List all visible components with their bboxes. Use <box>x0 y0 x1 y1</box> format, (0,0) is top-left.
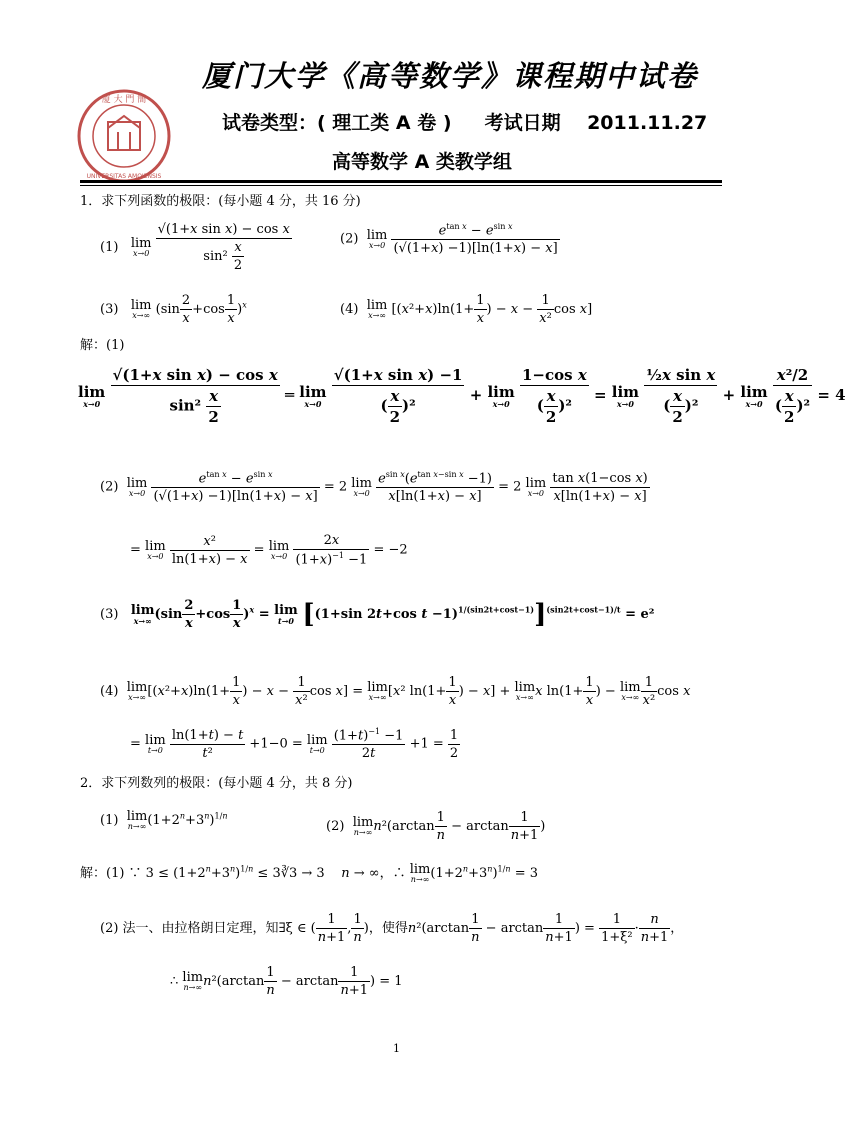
q2-p1-label: (1) <box>100 813 119 828</box>
university-seal <box>74 88 174 184</box>
header-rule <box>80 180 722 183</box>
svg-text:UNIVERSITAS AMOIENSIS: UNIVERSITAS AMOIENSIS <box>86 173 162 180</box>
sol1-result-2: −2 <box>388 542 408 558</box>
sol1-step-4b: = lim t→0 $\frac{\ln(1+t) - t}{\text{t²}}$ +1−0 = lim t→0 $\frac{(1+t)^{-1} -1}{2t}$ +1 = $\frac{1}{2}$ <box>130 727 459 762</box>
q2-heading: 2．求下列数列的极限：(每小题 4 分，共 8 分) <box>80 776 353 791</box>
sol1-result-3: e² <box>640 607 655 622</box>
q1-p1-label: (1) <box>100 240 119 255</box>
q2-problem-2: (2) lim n→∞ n²(arctan $\frac{1}{n}$ − arctan $\frac{1}{n+1}$ ) <box>326 810 546 843</box>
sol1-step-2: (2) lim x→0 $\frac{e^{tan x} - e^{sin x}}{(√(1+x) -1)[\ln(1+x) - x]}$ = 2 lim x→0 $\frac{e^{sin x}(e^{tan x-sin x} -1)}{x[\ln(1+x) - x]}$ = 2 lim x→0 $\frac{\text{tan x(1−cos x)}}{x[\ln(1+x) - x]}$ <box>100 470 648 505</box>
sol1-label: 解：(1) <box>80 338 125 353</box>
q1-problem-2: (2) lim x→0 $\frac{e^{tan x} - e^{sin x}}{(√(1+x) -1)[\ln(1+x) - x]}$ <box>340 222 558 257</box>
q1-problem-4: (4) lim x→∞ [(x²+x)ln(1+ $\frac{1}{x}$ ) − x − $\frac{1}{\text{x²}}$ cos x] <box>340 293 593 326</box>
q1-problem-1: (1) lim x→0 √(1+x sin x) − cos x sin² $\frac{x}{2}$ <box>100 222 290 273</box>
svg-text:厦 大 門 簡: 厦 大 門 簡 <box>101 95 147 105</box>
sol1-p3-label: (3) <box>100 607 119 622</box>
sol2-step-2: (2) 法一、由拉格朗日定理，知∃ξ ∈ ( $\frac{1}{n+1}$ , $\frac{1}{n}$ )，使得n²(arctan $\frac{1}{n}$ − arctan $\frac{1}{n+1}$ ) = $\frac{1}{\text{1+ξ²}}$ · $\frac{n}{n+1}$ ， <box>100 912 684 945</box>
sol1-step-4: (4) lim x→∞ [(x²+x)ln(1+ $\frac{1}{x}$ ) − x − $\frac{1}{\text{x²}}$ cos x] = lim x→∞ [x² ln(1+ $\frac{1}{x}$ ) − x] + lim x→∞ x ln(1+ $\frac{1}{x}$ ) − lim x→∞ $\frac{1}{\text{x²}}$ cos x <box>100 675 691 708</box>
sol1-step-2b: = lim x→0 $\frac{\text{x²}}{\ln(1+x) - x}$ = lim x→0 $\frac{2x}{(1+x)^{-1} -1}$ = −2 <box>130 533 408 568</box>
page-number: 1 <box>393 1042 400 1055</box>
header-rule-thin <box>80 185 722 186</box>
exam-title: 厦门大学《高等数学》课程期中试卷 <box>201 59 698 93</box>
sol2-p2-text: (2) 法一、由拉格朗日定理，知 <box>100 921 279 936</box>
sol1-step-1: lim x→0 √(1+x sin x) − cos x sin² $\frac{x}{2}$ ═ lim x→0 √(1+x sin x) −1 ( $\frac{x}{2}$ )² + lim x→0 1−cos x ( $\frac{x}{2}$ )² = lim x→0 ½x sin x ( $\frac{x}{2}$ )² + lim x→0 x²/2 ( $\frac{x}{2}$ )² = 4 <box>78 366 846 426</box>
sol2-step-2b: ∴ lim n→∞ n²(arctan $\frac{1}{n}$ − arctan $\frac{1}{n+1}$ ) = 1 <box>170 965 403 998</box>
sol1-step-3: (3) lim x→∞ (sin $\frac{2}{x}$ +cos $\frac{1}{x}$ )$^x$ = lim t→0 [(1+sin 2t+cos t −1)$^{1/(sin2t+cost-1)}$]$^{(sin2t+cost-1)/t}$ = e² <box>100 598 655 631</box>
teaching-group: 高等数学 A 类教学组 <box>332 151 512 173</box>
sol2-result: 3 <box>529 866 539 881</box>
sol1-p2-label: (2) <box>100 479 119 495</box>
q1-p3-label: (3) <box>100 302 119 317</box>
q1-p2-label: (2) <box>340 231 359 247</box>
q1-p4-label: (4) <box>340 302 359 317</box>
sol2-p2-mid: ，使得 <box>368 921 408 936</box>
sol2-label: 解：(1) <box>80 866 125 881</box>
q2-p2-label: (2) <box>326 819 345 834</box>
q1-heading: 1．求下列函数的极限：(每小题 4 分，共 16 分) <box>80 194 361 209</box>
exam-subtitle: 试卷类型：( 理工类 A 卷 ) 考试日期 2011.11.27 <box>222 112 708 134</box>
q2-problem-1: (1) lim n→∞ $(1+2^n+3^n)^{1/n}$ <box>100 809 228 831</box>
sol2-step-1: 解：(1) ∵ $3 \le (1+2^n+3^n)^{1/n}$ ≤ 3∛3 → 3 n → ∞，∴ lim n→∞ $(1+2^n+3^n)^{1/n} = 3$ <box>80 862 539 884</box>
sol1-result-1: 4 <box>835 386 846 404</box>
sol1-p4-label: (4) <box>100 684 119 699</box>
q1-problem-3: (3) lim x→∞ (sin $\frac{2}{x}$ +cos $\frac{1}{x}$ )$^x$ <box>100 293 247 326</box>
